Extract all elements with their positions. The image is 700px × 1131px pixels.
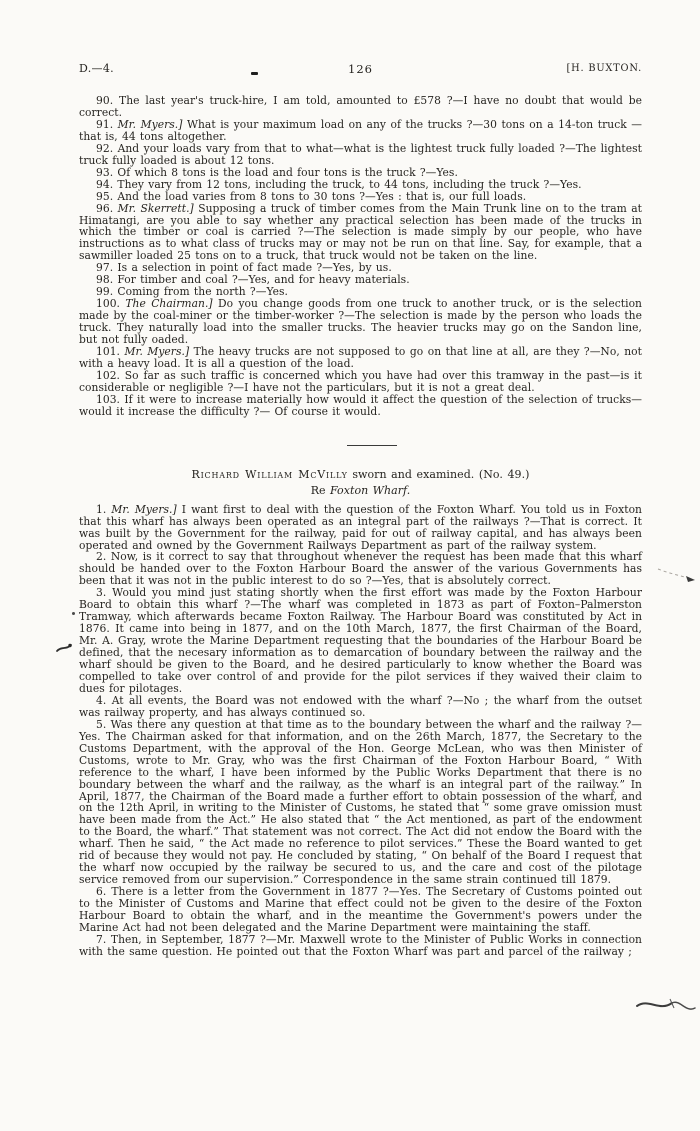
question-number: 99. <box>96 285 114 299</box>
qa-text: What is your maximum load on any of the trucks ?—30 tons on a 14-ton truck —that is, 44 tons altogether. <box>79 117 643 143</box>
re-prefix: Re <box>310 483 326 497</box>
question-number: 94. <box>96 177 114 191</box>
qa-text: Was there any question at that time as to the boundary between the wharf and the railway ?—Yes. The Chairman asked for that information, and on the 26th March, 1877, the Secretary to the Customs Department, with the approval of the Hon. George McLean, who was then Minister of Customs, wrote to Mr. Gray, who was the first Chairman of the Foxton Harbour Board, “ With reference to the wharf, I have been informed by the Public Works Department that there is no boundary between the wharf and the railway, as the wharf is an integral part of the railway.” In April, 1877, the Chairman of the Board made a further effort to obtain possession of the wharf, and on the 12th April, in writing to the Minister of Customs, he stated that “ some grave omission must have been made from the Act.” He also stated that “ the Act mentioned, as part of the endowment to the Board, the wharf.” That statement was not correct. The Act did not endow the Board with the wharf. Then he said, “ the Act made no reference to pilot services.” These the Board wanted to get rid of because they would not pay. He concluded by stating, “ On behalf of the Board I request that the wharf now occupied by the railway be secured to us, and the care and cost of the pilotage service removed from our supervision.” Correspondence in the same strain continued till 1879. <box>79 717 642 887</box>
witness-reference: [H. BUXTON. <box>566 63 642 74</box>
question-number: 102. <box>96 368 120 382</box>
question-number: 100. <box>96 297 120 311</box>
question-number: 90. <box>96 94 114 107</box>
pencil-mark-right-margin <box>656 564 698 588</box>
qa-text: There is a letter from the Government in 1877 ?—Yes. The Secretary of Customs pointed out to the Minister of Customs and Marine that effect could not be given to the desire of the Foxton Harbour Board to obtain the wharf, and in the meantime the Government's powers under the Marine Act had not been delegated and the Marine Department were maintaining the staff. <box>79 885 643 934</box>
qa-paragraph-90 <box>79 95 642 119</box>
qa-paragraph-101 <box>79 346 642 370</box>
question-number: 4. <box>96 693 107 707</box>
re-subject-heading <box>79 485 642 497</box>
question-number: 7. <box>96 932 107 946</box>
qa-text: And your loads vary from that to what—what is the lightest truck fully loaded ?—The lightest truck fully loaded is about 12 tons. <box>79 141 642 167</box>
qa-text: They vary from 12 tons, including the truck, to 44 tons, including the truck ?—Yes. <box>117 177 582 191</box>
qa-text: Would you mind just stating shortly when the first effort was made by the Foxton Harbour Board to obtain this wharf ?—The wharf was completed in 1873 as part of Foxton–Palmerston Tramway, which afterwards became Foxton Railway. The Harbour Board was constituted by Act in 1876. It came into being in 1877, and on the 10th March, 1877, the first Chairman of the Board, Mr. A. Gray, wrote the Marine Department requesting that the boundaries of the Harbour Board be defined, that the necesary information as to demarcation of boundary between the railway and the wharf should be given to the Board, and he desired particularly to know whether the Board was compelled to take over control of and provide for the pilot services if they waived their claim to dues for pilotages. <box>79 586 642 695</box>
question-number: 3. <box>96 586 107 600</box>
testimony-mcvilly-section <box>79 504 642 958</box>
question-number: 95. <box>96 189 114 203</box>
re-subject: Foxton Wharf. <box>329 483 411 497</box>
question-number: 2. <box>96 550 107 564</box>
qa-text: Then, in September, 1877 ?—Mr. Maxwell wrote to the Minister of Public Works in connection with the same question. He pointed out that the Foxton Wharf was part and parcel of the railway ; <box>79 932 642 958</box>
question-number: 6. <box>96 885 107 899</box>
question-number: 97. <box>96 261 114 275</box>
speaker-name: Mr. Myers.] <box>117 117 183 131</box>
qa-paragraph-5 <box>79 719 642 886</box>
qa-text: If it were to increase materially how would it affect the question of the selection of trucks—would it increase the difficulty ?— Of course it would. <box>79 392 642 418</box>
qa-paragraph-4 <box>79 695 642 719</box>
speaker-name: Mr. Skerrett.] <box>117 201 194 215</box>
question-number: 1. <box>96 502 107 516</box>
question-number: 5. <box>96 717 107 731</box>
section-divider <box>347 445 397 446</box>
pencil-mark-left-margin <box>55 642 73 654</box>
document-reference: D.—4. <box>79 62 114 75</box>
qa-text: Of which 8 tons is the load and four tons is the truck ?—Yes. <box>117 165 458 179</box>
witness-heading <box>79 469 642 481</box>
witness-name: Richard William McVilly <box>191 467 348 481</box>
qa-paragraph-102 <box>79 370 642 394</box>
qa-text: Coming from the north ?—Yes. <box>117 285 288 299</box>
testimony-buxton-section <box>79 95 642 418</box>
qa-paragraph-3 <box>79 587 642 695</box>
ink-mark-header <box>251 72 258 75</box>
speaker-name: The Chairman.] <box>125 297 213 311</box>
qa-text: Is a selection in point of fact made ?—Yes, by us. <box>117 261 392 275</box>
page-header <box>79 62 642 78</box>
pencil-dot-left-margin <box>72 612 75 615</box>
speaker-name: Mr. Myers.] <box>124 345 190 359</box>
qa-paragraph-96 <box>79 203 642 263</box>
qa-text: The heavy trucks are not supposed to go on that line at all, are they ?—No, not with a heavy load. It is all a question of the load. <box>79 345 642 370</box>
qa-paragraph-6 <box>79 886 642 934</box>
qa-paragraph-92 <box>79 143 642 167</box>
qa-paragraph-2 <box>79 551 642 587</box>
question-number: 101. <box>96 345 120 359</box>
question-number: 91. <box>96 117 114 131</box>
qa-text: At all events, the Board was not endowed with the wharf ?—No ; the wharf from the outset was railway property, and has always continued so. <box>79 693 643 719</box>
page-body <box>79 95 642 958</box>
qa-paragraph-7 <box>79 934 642 958</box>
qa-text: And the load varies from 8 tons to 30 tons ?—Yes : that is, our full loads. <box>117 189 527 203</box>
qa-paragraph-91 <box>79 119 642 143</box>
pencil-mark-bottom-right <box>635 995 699 1025</box>
qa-text: Supposing a truck of timber comes from the Main Trunk line on to the tram at Himatangi, are you able to say whether any practical selection has been made of the trucks in which the timber or coal is carried ?—The selection is made simply by our people, who have instructions as to what class of trucks may or may not be run on that line. Say, for example, that a sawmiller loaded 25 tons on to a truck, that truck would not be taken on the line. <box>79 201 643 263</box>
qa-text: For timber and coal ?—Yes, and for heavy materials. <box>117 273 410 287</box>
qa-text: Do you change goods from one truck to another truck, or is the selection made by the coal-miner or the timber-worker ?—The selection is made by the person who loads the truck. They naturally load into the smaller trucks. The heavier trucks may go on the Sandon line, but not fully oaded. <box>79 297 642 347</box>
qa-text: The last year's truck-hire, I am told, amounted to £578 ?—I have no doubt that would be correct. <box>79 94 642 119</box>
page-number: 126 <box>348 62 373 76</box>
question-number: 98. <box>96 273 114 287</box>
qa-text: So far as such traffic is concerned which you have had over this tramway in the past—is it considerable or negligible ?—I have not the particulars, but it is not a great deal. <box>79 368 642 394</box>
qa-text: I want first to deal with the question of the Foxton Wharf. You told us in Foxton that this wharf has always been operated as an integral part of the railways ?—That is correct. It was built by the Government for the railway, paid for out of railway capital, and has always been operated and owned by the Government Railways Department as part of the railway system. <box>79 502 642 552</box>
qa-paragraph-100 <box>79 298 642 346</box>
witness-heading-rest: sworn and examined. (No. 49.) <box>352 467 530 481</box>
question-number: 103. <box>96 392 120 406</box>
qa-text: Now, is it correct to say that throughout whenever the request has been made that this wharf should be handed over to the Foxton Harbour Board the answer of the various Governments has been that it was not in the public interest to do so ?—Yes, that is absolutely correct. <box>79 550 642 588</box>
qa-paragraph-103 <box>79 394 642 418</box>
qa-paragraph-1 <box>79 504 642 552</box>
question-number: 93. <box>96 165 114 179</box>
speaker-name: Mr. Myers.] <box>111 502 177 516</box>
question-number: 96. <box>96 201 114 215</box>
question-number: 92. <box>96 141 114 155</box>
